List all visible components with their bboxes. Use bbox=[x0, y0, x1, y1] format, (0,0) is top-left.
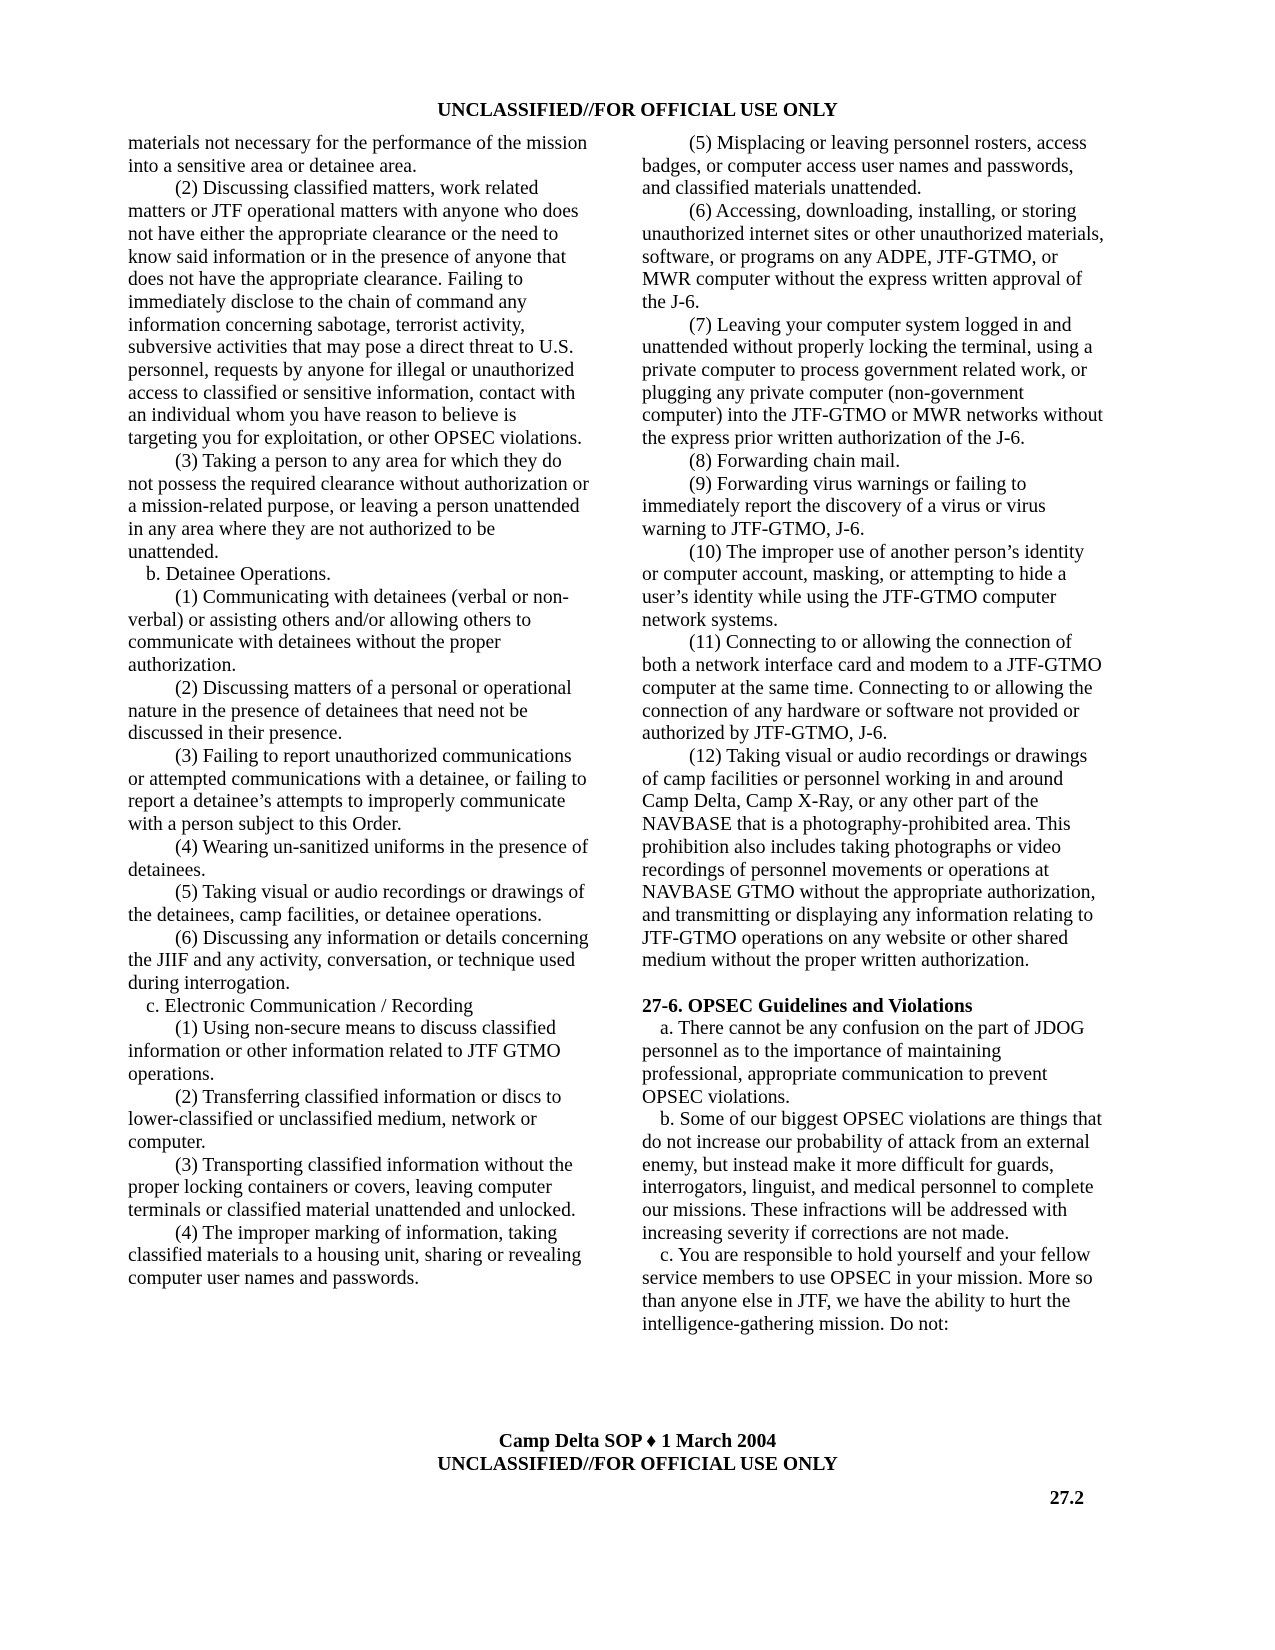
paragraph: (2) Discussing classified matters, work related matters or JTF operational matters with anyone who does not have either the appropriate clearance or the need to know said information or in the presence of anyone that does not have the appropriate clearance. Failing to immediately disclose to the chain of command any information concerning sabotage, terrorist activity, subversive activities that may pose a direct threat to U.S. personnel, requests by anyone for illegal or unauthorized access to classified or sensitive information, contact with an individual whom you have reason to believe is targeting you for exploitation, or other OPSEC violations. bbox=[128, 178, 583, 450]
paragraph-gap bbox=[642, 973, 1104, 996]
paragraph: (1) Communicating with detainees (verbal or non-verbal) or assisting others and/or allowing others to communicate with detainees without the proper authorization. bbox=[128, 587, 569, 677]
paragraph: (1) Using non-secure means to discuss classified information or other information related to JTF GTMO operations. bbox=[128, 1018, 561, 1085]
footer-document-title: Camp Delta SOP ♦ 1 March 2004 bbox=[498, 1431, 777, 1452]
page-number: 27.2 bbox=[1049, 1488, 1084, 1509]
paragraph: materials not necessary for the performance of the mission into a sensitive area or detainee area. bbox=[128, 133, 588, 177]
footer-classification: UNCLASSIFIED//FOR OFFICIAL USE ONLY bbox=[437, 1453, 838, 1475]
paragraph: (8) Forwarding chain mail. bbox=[689, 450, 901, 472]
section-heading: 27-6. OPSEC Guidelines and Violations bbox=[642, 995, 973, 1017]
left-column bbox=[128, 133, 590, 1291]
paragraph: c. Electronic Communication / Recording bbox=[146, 995, 474, 1017]
paragraph: (3) Transporting classified information without the proper locking containers or covers, leaving computer terminals or classified material unattended and unlocked. bbox=[128, 1154, 576, 1222]
paragraph: b. Detainee Operations. bbox=[146, 564, 331, 586]
paragraph: c. You are responsible to hold yourself and your fellow service members to use OPSEC in your mission. More so than anyone else in JTF, we have the ability to hurt the intelligence-gathering mission. Do not: bbox=[642, 1245, 1093, 1335]
paragraph: (12) Taking visual or audio recordings or drawings of camp facilities or personnel working in and around Camp Delta, Camp X-Ray, or any other part of the NAVBASE that is a photography-prohibited area. This prohibition also includes taking photographs or video recordings of personnel movements or operations at NAVBASE GTMO without the appropriate authorization, and transmitting or displaying any information relating to JTF-GTMO operations on any website or other shared medium without the proper written authorization. bbox=[642, 745, 1096, 972]
paragraph: (6) Accessing, downloading, installing, or storing unauthorized internet sites or other unauthorized materials, software, or programs on any ADPE, JTF-GTMO, or MWR computer without the express written approval of the J-6. bbox=[642, 201, 1104, 313]
paragraph: b. Some of our biggest OPSEC violations are things that do not increase our probability of attack from an external enemy, but instead make it more difficult for guards, interrogators, linguist, and medical personnel to complete our missions. These infractions will be addressed with increasing severity if corrections are not made. bbox=[642, 1109, 1102, 1244]
paragraph: (2) Transferring classified information or discs to lower-classified or unclassified medium, network or computer. bbox=[128, 1086, 562, 1153]
page-footer bbox=[0, 1431, 1275, 1476]
paragraph: (10) The improper use of another person’s identity or computer account, masking, or attempting to hide a user’s identity while using the JTF-GTMO computer network systems. bbox=[642, 541, 1085, 631]
classification-header: UNCLASSIFIED//FOR OFFICIAL USE ONLY bbox=[437, 100, 838, 121]
paragraph: (5) Taking visual or audio recordings or drawings of the detainees, camp facilities, or detainee operations. bbox=[128, 882, 585, 926]
paragraph: (5) Misplacing or leaving personnel rosters, access badges, or computer access user names and passwords, and classified materials unattended. bbox=[642, 133, 1087, 200]
paragraph: (6) Discussing any information or details concerning the JIIF and any activity, conversation, or technique used during interrogation. bbox=[128, 927, 589, 995]
paragraph: a. There cannot be any confusion on the part of JDOG personnel as to the importance of maintaining professional, appropriate communication to prevent OPSEC violations. bbox=[642, 1018, 1085, 1108]
paragraph: (4) Wearing un-sanitized uniforms in the presence of detainees. bbox=[128, 836, 589, 881]
paragraph: (11) Connecting to or allowing the connection of both a network interface card and modem to a JTF-GTMO computer at the same time. Connecting to or allowing the connection of any hardware or software not provided or authorized by JTF-GTMO, J-6. bbox=[642, 632, 1102, 745]
paragraph: (3) Failing to report unauthorized communications or attempted communications with a detainee, or failing to report a detainee’s attempts to improperly communicate with a person subject to this Order. bbox=[128, 745, 587, 836]
paragraph: (2) Discussing matters of a personal or operational nature in the presence of detainees that need not be discussed in their presence. bbox=[128, 677, 572, 745]
paragraph: (4) The improper marking of information, taking classified materials to a housing unit, sharing or revealing computer user names and passwords. bbox=[128, 1222, 582, 1290]
paragraph: (3) Taking a person to any area for which they do not possess the required clearance without authorization or a mission-related purpose, or leaving a person unattended in any area where they are not authorized to be unattended. bbox=[128, 450, 589, 563]
paragraph: (7) Leaving your computer system logged in and unattended without properly locking the terminal, using a private computer to process government related work, or plugging any private computer (non-government computer) into the JTF-GTMO or MWR networks without the express prior written authorization of the J-6. bbox=[642, 314, 1103, 450]
right-column bbox=[642, 133, 1104, 1336]
paragraph: (9) Forwarding virus warnings or failing to immediately report the discovery of a virus or virus warning to JTF-GTMO, J-6. bbox=[642, 473, 1046, 540]
